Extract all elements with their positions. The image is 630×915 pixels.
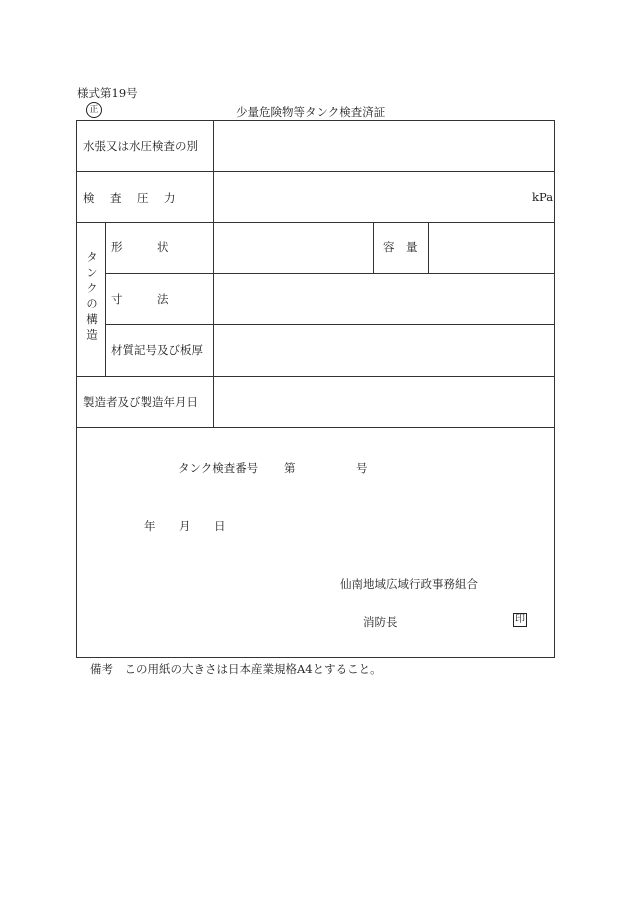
column-divider [428,222,429,273]
row-divider [105,324,554,325]
issuer-organization: 仙南地域広域行政事務組合 [340,577,478,591]
capacity-label: 容 量 [383,240,418,254]
seal-mark: 正 [86,102,102,118]
issuer-title: 消防長 [363,615,398,629]
row-divider [77,427,554,428]
date-month: 月 [179,519,191,533]
shape-label: 形 状 [111,240,169,254]
dimension-label: 寸 法 [111,292,169,306]
inspection-number-label: タンク検査番号 [178,461,259,475]
manufacturer-label: 製造者及び製造年月日 [83,395,198,409]
tank-structure-label: タンクの構造 [85,251,99,344]
row-divider [77,376,554,377]
date-year: 年 [144,519,156,533]
number-prefix: 第 [284,461,296,475]
column-divider [213,121,214,427]
stamp-box: 印 [515,614,525,625]
date-day: 日 [214,519,226,533]
column-divider [105,222,106,376]
row-divider [105,273,554,274]
row-divider [77,222,554,223]
pressure-unit: kPa [532,190,554,204]
footnote: 備考 この用紙の大きさは日本産業規格A4とすること。 [90,662,382,676]
column-divider [373,222,374,273]
test-type-label: 水張又は水圧検査の別 [83,139,198,153]
test-pressure-label: 検 査 圧 力 [83,191,178,205]
row-divider [77,171,554,172]
document-title: 少量危険物等タンク検査済証 [236,105,386,119]
certificate-form-table [76,120,555,658]
form-number: 様式第19号 [77,86,138,100]
material-label: 材質記号及び板厚 [111,343,203,357]
number-suffix: 号 [356,461,368,475]
